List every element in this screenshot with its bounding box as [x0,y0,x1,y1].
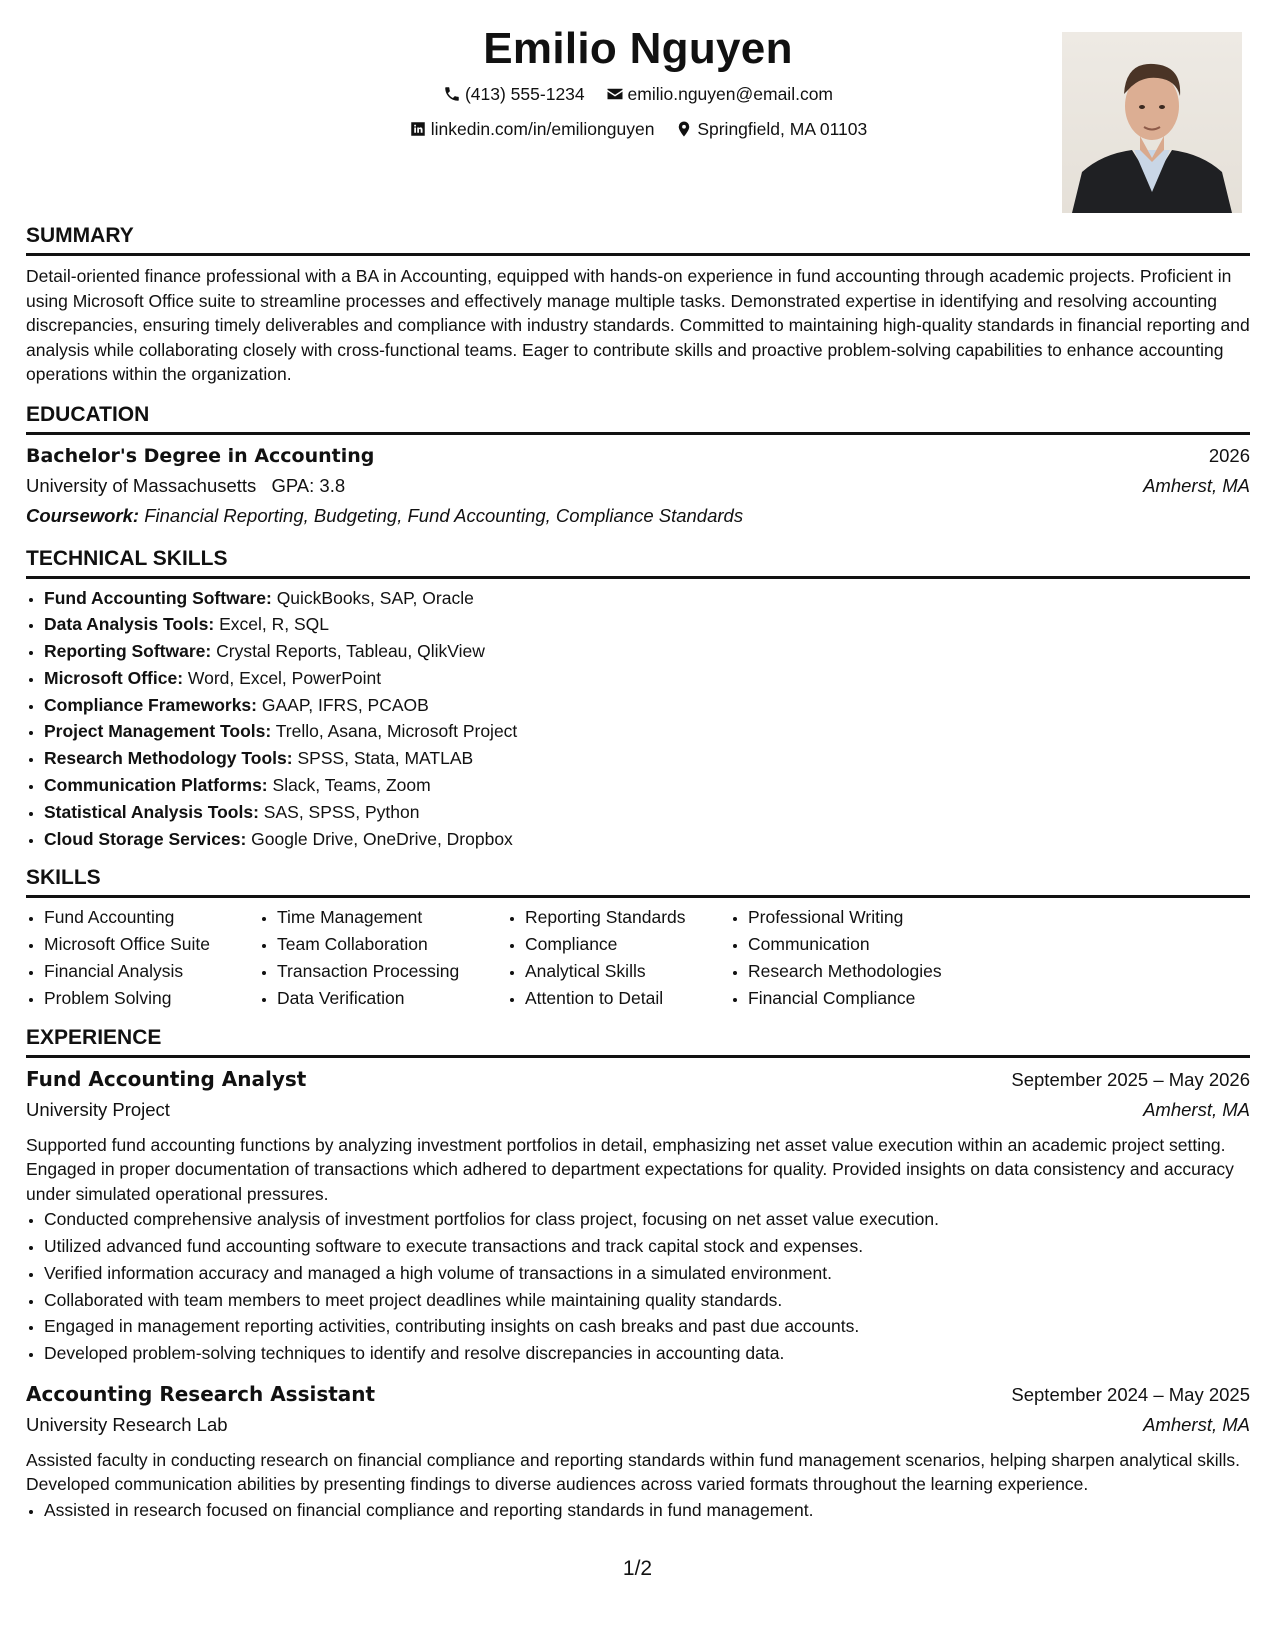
technical-skill-value: Slack, Teams, Zoom [272,775,431,796]
technical-skill-value: Crystal Reports, Tableau, QlikView [216,641,485,662]
job-title: Fund Accounting Analyst [26,1066,307,1091]
skill-item: • Fund Accounting [44,904,259,931]
job-title: Accounting Research Assistant [26,1381,376,1406]
skill-item: • Team Collaboration [277,931,507,958]
school-location: Amherst, MA [1143,474,1250,496]
experience-entry [26,1064,1250,1367]
technical-skill-value: SAS, SPSS, Python [263,801,420,822]
coursework-line [26,501,1250,531]
job-bullets [26,1206,1250,1367]
education-row-1 [26,441,1250,471]
job-bullet: • Verified information accuracy and managed a high volume of transactions in a simulated environment. [44,1260,1250,1287]
skill-item: • Research Methodologies [748,958,988,985]
skill-item: • Data Verification [277,985,507,1012]
graduation-year: 2026 [1208,444,1250,466]
linkedin-icon [409,120,427,138]
job-location: Amherst, MA [1143,1098,1250,1120]
skills-column [259,904,507,1011]
technical-skill-value: GAAP, IFRS, PCAOB [261,694,429,715]
technical-skill-label: Data Analysis Tools: [44,614,215,635]
summary-heading: SUMMARY [26,222,1250,256]
education-heading: EDUCATION [26,401,1250,435]
job-header-row [26,1379,1250,1410]
job-description: Assisted faculty in conducting research on financial compliance and reporting standards within fund management scenarios, helping sharpen analytical skills. Developed communication abilities by presenting findings to diverse audiences across varied formats throughout the learning experience. [26,1449,1241,1495]
job-organization: University Project [26,1098,170,1120]
location-text: Springfield, MA 01103 [697,119,868,139]
education-section [26,401,1250,531]
skill-item: • Reporting Standards [525,904,730,931]
technical-skill-item [44,665,1250,692]
technical-skill-label: Fund Accounting Software: [44,587,272,608]
technical-skill-label: Research Methodology Tools: [44,748,293,769]
technical-skill-value: Google Drive, OneDrive, Dropbox [251,828,513,849]
skill-item: • Microsoft Office Suite [44,931,259,958]
technical-skill-label: Compliance Frameworks: [44,694,257,715]
technical-skill-item [44,692,1250,719]
technical-skill-label: Reporting Software: [44,641,212,662]
page-number: 1/2 [622,1557,653,1580]
technical-skill-value: QuickBooks, SAP, Oracle [276,587,474,608]
skills-column [730,904,988,1011]
technical-skill-item [44,826,1250,853]
profile-portrait-icon [1062,32,1242,213]
phone-number: (413) 555-1234 [464,84,585,104]
job-dates: September 2025 – May 2026 [1011,1068,1250,1090]
skill-item: • Analytical Skills [525,958,730,985]
skills-section [26,864,1250,1011]
phone-icon [443,85,461,103]
linkedin-url[interactable]: linkedin.com/in/emilionguyen [430,119,655,139]
phone-contact [443,78,585,110]
technical-skill-label: Statistical Analysis Tools: [44,801,259,822]
job-org-row [26,1095,1250,1125]
job-bullet: • Collaborated with team members to meet project deadlines while maintaining quality standards. [44,1287,1250,1314]
technical-skill-item [44,638,1250,665]
skills-column [26,904,259,1011]
job-bullet: • Developed problem-solving techniques to identify and resolve discrepancies in accounting data. [44,1340,1250,1367]
job-dates: September 2024 – May 2025 [1011,1383,1250,1405]
summary-text: Detail-oriented finance professional with a BA in Accounting, equipped with hands-on experience in fund accounting through academic projects. Proficient in using Microsoft Office suite to streamline processes and effectively manage multiple tasks. Demonstrated expertise in identifying and resolving accounting discrepancies, ensuring timely deliverables and compliance with industry standards. Committed to maintaining high-quality standards in financial reporting and analysis while collaborating closely with cross-functional teams. Eager to contribute skills and proactive problem-solving capabilities to enhance accounting operations within the organization. [26,266,1250,384]
technical-skill-item [44,799,1250,826]
skills-grid [26,904,1250,1011]
skill-item: • Communication [748,931,988,958]
technical-skill-value: Word, Excel, PowerPoint [187,667,382,688]
skill-item: • Attention to Detail [525,985,730,1012]
technical-skill-value: Excel, R, SQL [219,614,329,635]
coursework-label: Coursework: [26,504,140,526]
technical-skills-section [26,545,1250,853]
skill-item: • Problem Solving [44,985,259,1012]
email-contact[interactable] [606,78,834,110]
envelope-icon [606,85,624,103]
education-row-2 [26,471,1250,501]
job-header-row [26,1064,1250,1095]
skill-item: • Professional Writing [748,904,988,931]
technical-skill-value: SPSS, Stata, MATLAB [297,748,474,769]
technical-skill-label: Cloud Storage Services: [44,828,247,849]
skills-column [507,904,730,1011]
skills-heading: SKILLS [26,864,1250,898]
skill-item: • Compliance [525,931,730,958]
technical-skill-item [44,585,1250,612]
resume-page [26,20,1250,1524]
technical-skill-item [44,772,1250,799]
experience-heading: EXPERIENCE [26,1024,1250,1058]
job-bullets [26,1497,1250,1524]
resume-header [26,20,1250,210]
skill-item: • Transaction Processing [277,958,507,985]
job-org-row [26,1410,1250,1440]
gpa: GPA: 3.8 [271,474,346,496]
technical-skill-item [44,745,1250,772]
job-organization: University Research Lab [26,1413,228,1435]
job-bullet: • Conducted comprehensive analysis of investment portfolios for class project, focusing on net asset value execution. [44,1206,1250,1233]
school-name: University of Massachusetts [26,474,257,496]
technical-skill-item [44,611,1250,638]
summary-section [26,222,1250,387]
job-location: Amherst, MA [1143,1413,1250,1435]
skill-item: • Time Management [277,904,507,931]
linkedin-contact[interactable] [409,113,655,145]
location-contact [675,113,867,145]
experience-entry [26,1379,1250,1524]
technical-skill-label: Microsoft Office: [44,667,184,688]
job-bullet: • Utilized advanced fund accounting software to execute transactions and track capital stock and expenses. [44,1233,1250,1260]
technical-skill-item [44,718,1250,745]
degree-title: Bachelor's Degree in Accounting [26,444,375,467]
candidate-name: Emilio Nguyen [483,24,793,73]
skill-item: • Financial Analysis [44,958,259,985]
profile-photo [1062,32,1242,213]
job-bullet: • Assisted in research focused on financial compliance and reporting standards in fund management. [44,1497,1250,1524]
technical-skill-label: Project Management Tools: [44,721,272,742]
technical-skills-heading: TECHNICAL SKILLS [26,545,1250,579]
job-bullet: • Engaged in management reporting activities, contributing insights on cash breaks and past due accounts. [44,1313,1250,1340]
email-address[interactable]: emilio.nguyen@email.com [627,84,834,104]
technical-skills-list [26,585,1250,853]
map-pin-icon [675,120,693,138]
technical-skill-label: Communication Platforms: [44,775,268,796]
skill-item: • Financial Compliance [748,985,988,1012]
technical-skill-value: Trello, Asana, Microsoft Project [275,721,518,742]
coursework-list: Financial Reporting, Budgeting, Fund Accounting, Compliance Standards [144,504,744,526]
job-description: Supported fund accounting functions by analyzing investment portfolios in detail, emphasizing net asset value execution within an academic project setting. Engaged in proper documentation of transactions which adhered to department expectations for quality. Provided insights on data consistency and accuracy under simulated operational pressures. [26,1134,1234,1204]
experience-section [26,1024,1250,1524]
experience-list [26,1064,1250,1524]
